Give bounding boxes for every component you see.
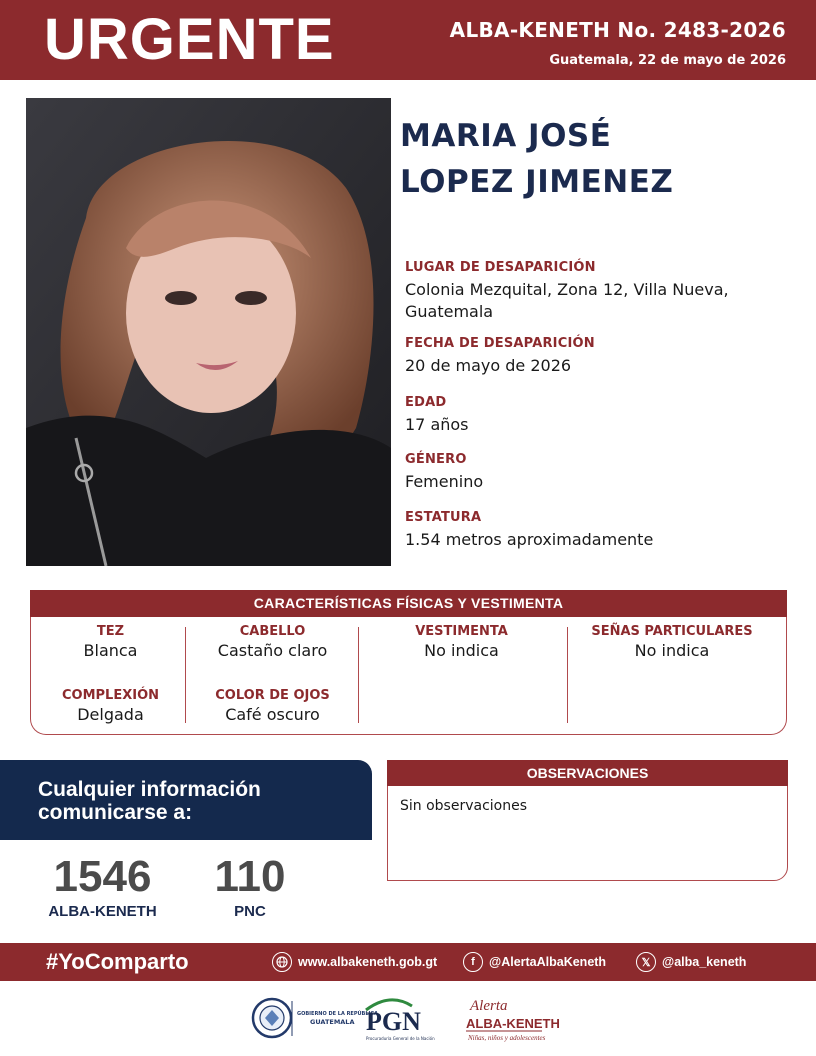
age-section bbox=[405, 395, 800, 436]
x-link[interactable] bbox=[636, 951, 746, 973]
svg-text:Procuraduría General de la Nac: Procuraduría General de la Nación bbox=[366, 1036, 435, 1041]
website-link[interactable] bbox=[272, 951, 437, 973]
logos-row bbox=[0, 992, 816, 1048]
contact-line-1: Cualquier información bbox=[38, 778, 261, 801]
age-value: 17 años bbox=[405, 415, 469, 434]
tez-value: Blanca bbox=[83, 641, 138, 660]
guatemala-seal-logo bbox=[253, 999, 292, 1037]
date-value: 20 de mayo de 2026 bbox=[405, 356, 572, 375]
ojos-value: Café oscuro bbox=[225, 705, 320, 724]
tez-item bbox=[33, 624, 188, 660]
senas-value: No indica bbox=[634, 641, 710, 660]
observations-text: Sin observaciones bbox=[400, 798, 528, 814]
x-icon: 𝕏 bbox=[636, 952, 656, 972]
complexion-value: Delgada bbox=[77, 705, 144, 724]
gov-logo-line2: GUATEMALA bbox=[310, 1018, 355, 1026]
facebook-icon: f bbox=[463, 952, 483, 972]
hashtag: #YoComparto bbox=[46, 949, 189, 974]
svg-text:Alerta: Alerta bbox=[470, 998, 508, 1014]
urgent-title: URGENTE bbox=[44, 7, 335, 72]
name-line-2: LOPEZ JIMENEZ bbox=[400, 164, 674, 200]
facebook-text: @AlertaAlbaKeneth bbox=[489, 955, 607, 969]
pgn-logo bbox=[366, 1000, 435, 1041]
contact-line-2: comunicarse a: bbox=[38, 801, 193, 824]
cabello-label: CABELLO bbox=[239, 624, 306, 639]
svg-text:PGN: PGN bbox=[366, 1007, 421, 1036]
name-line-1: MARIA JOSÉ bbox=[400, 118, 612, 154]
phone-pnc[interactable]: 110 bbox=[214, 852, 286, 901]
date-section bbox=[405, 336, 800, 377]
person-name bbox=[400, 113, 800, 205]
cabello-item bbox=[195, 624, 350, 660]
alert-number: ALBA-KENETH No. 2483-2026 bbox=[449, 18, 786, 42]
person-photo bbox=[26, 98, 391, 566]
facebook-link[interactable] bbox=[463, 951, 606, 973]
x-text: @alba_keneth bbox=[662, 955, 747, 969]
age-label: EDAD bbox=[405, 395, 447, 410]
gender-section bbox=[405, 452, 800, 493]
characteristics-title: CARACTERÍSTICAS FÍSICAS Y VESTIMENTA bbox=[30, 590, 787, 617]
alerta-alba-keneth-logo bbox=[466, 998, 560, 1042]
phone-alba-keneth-label: ALBA-KENETH bbox=[48, 903, 157, 920]
phone-pnc-label: PNC bbox=[234, 903, 266, 920]
date-label: FECHA DE DESAPARICIÓN bbox=[405, 336, 595, 351]
website-text: www.albakeneth.gob.gt bbox=[298, 955, 438, 969]
height-label: ESTATURA bbox=[405, 510, 482, 525]
vestimenta-item bbox=[384, 624, 539, 660]
contact-text bbox=[38, 778, 261, 824]
senas-item bbox=[577, 624, 767, 660]
height-section bbox=[405, 510, 800, 551]
place-value: Colonia Mezquital, Zona 12, Villa Nueva, Guatemala bbox=[405, 280, 729, 321]
ojos-label: COLOR DE OJOS bbox=[215, 688, 330, 703]
place-section bbox=[405, 260, 800, 323]
globe-icon bbox=[272, 952, 292, 972]
cabello-value: Castaño claro bbox=[217, 641, 328, 660]
height-value: 1.54 metros aproximadamente bbox=[405, 530, 654, 549]
tez-label: TEZ bbox=[96, 624, 125, 639]
complexion-label: COMPLEXIÓN bbox=[61, 688, 159, 703]
gov-logo-line1: GOBIERNO DE LA REPÚBLICA bbox=[297, 1011, 378, 1017]
svg-text:ALBA-KENETH: ALBA-KENETH bbox=[466, 1016, 560, 1031]
phone-alba-keneth[interactable]: 1546 bbox=[53, 852, 152, 901]
svg-text:Niñas, niños y adolescentes: Niñas, niños y adolescentes bbox=[468, 1034, 546, 1042]
divider bbox=[358, 627, 359, 723]
alert-place-date: Guatemala, 22 de mayo de 2026 bbox=[549, 53, 786, 68]
ojos-item bbox=[195, 688, 350, 724]
divider bbox=[567, 627, 568, 723]
observations-title: OBSERVACIONES bbox=[387, 760, 788, 786]
complexion-item bbox=[33, 688, 188, 724]
vestimenta-value: No indica bbox=[424, 641, 499, 660]
gender-label: GÉNERO bbox=[405, 452, 467, 467]
gender-value: Femenino bbox=[405, 472, 484, 491]
vestimenta-label: VESTIMENTA bbox=[415, 624, 508, 639]
place-label: LUGAR DE DESAPARICIÓN bbox=[405, 260, 596, 275]
senas-label: SEÑAS PARTICULARES bbox=[591, 624, 753, 639]
